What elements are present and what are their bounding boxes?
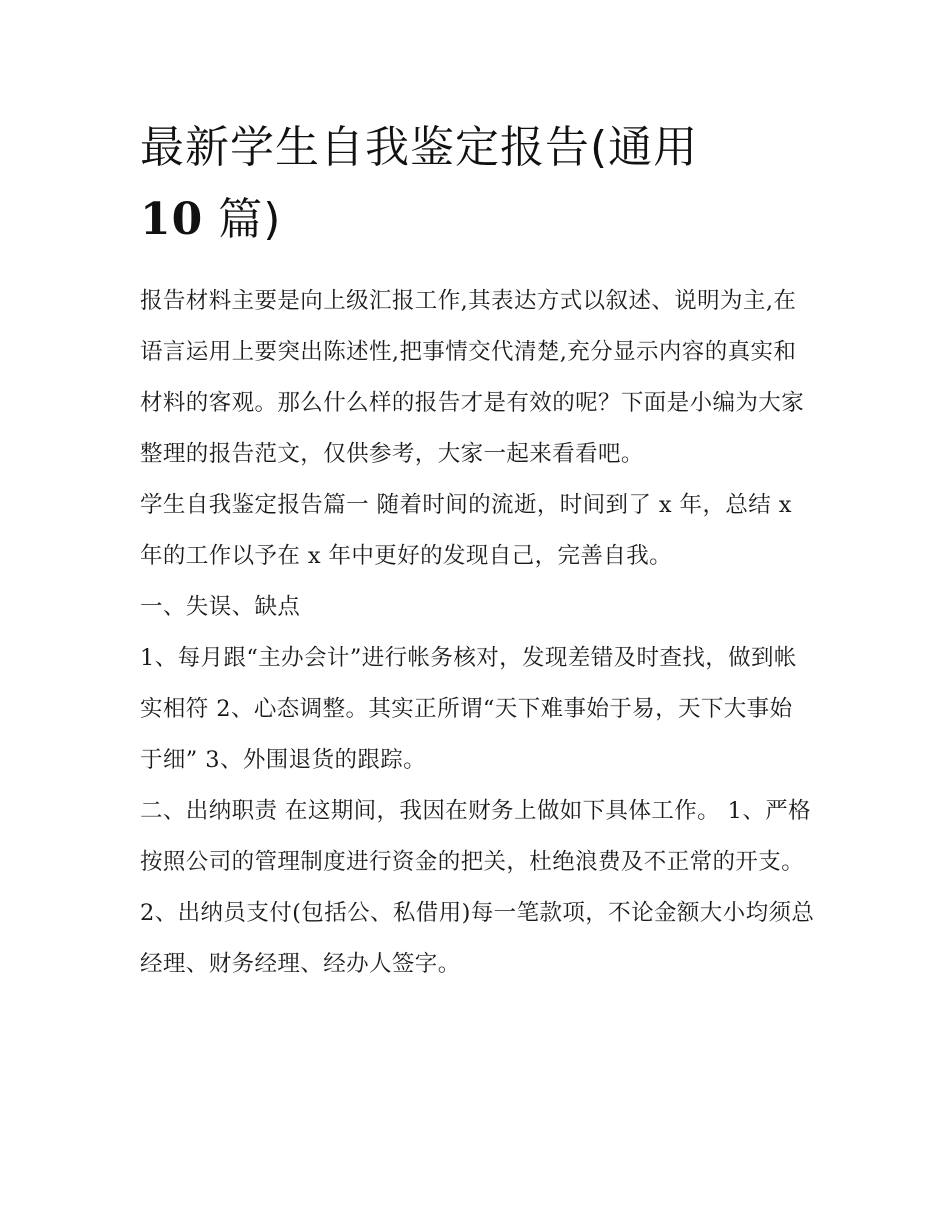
title-number: 10 bbox=[140, 194, 204, 245]
paragraph-cashier-item-2: 2、出纳员支付(包括公、私借用)每一笔款项，不论金额大小均须总经理、财务经理、经办人签字。 bbox=[140, 900, 815, 977]
paragraph-article-one-intro: 学生自我鉴定报告篇一 随着时间的流逝，时间到了 x 年，总结 x 年的工作以予在 x 年中更好的发现自己，完善自我。 bbox=[140, 492, 792, 569]
title-main: 最新学生自我鉴定报告(通用 bbox=[140, 122, 699, 173]
paragraph-intro: 报告材料主要是向上级汇报工作,其表达方式以叙述、说明为主,在语言运用上要突出陈述性,把事情交代清楚,充分显示内容的真实和材料的客观。那么什么样的报告才是有效的呢？下面是小编为大家整理的报告范文，仅供参考，大家一起来看看吧。 bbox=[140, 288, 805, 467]
paragraph-mistakes-list: 1、每月跟“主办会计”进行帐务核对，发现差错及时查找，做到帐实相符 2、心态调整。其实正所谓“天下难事始于易，天下大事始于细” 3、外围退货的跟踪。 bbox=[140, 645, 797, 773]
section-heading-mistakes: 一、失误、缺点 bbox=[140, 594, 301, 620]
document-body bbox=[140, 276, 815, 990]
title-tail: 篇) bbox=[218, 194, 282, 245]
section-heading-cashier-duties: 二、出纳职责 在这期间，我因在财务上做如下具体工作。 1、严格按照公司的管理制度进行资金的把关，杜绝浪费及不正常的开支。 bbox=[140, 798, 812, 875]
document-title bbox=[140, 112, 820, 256]
